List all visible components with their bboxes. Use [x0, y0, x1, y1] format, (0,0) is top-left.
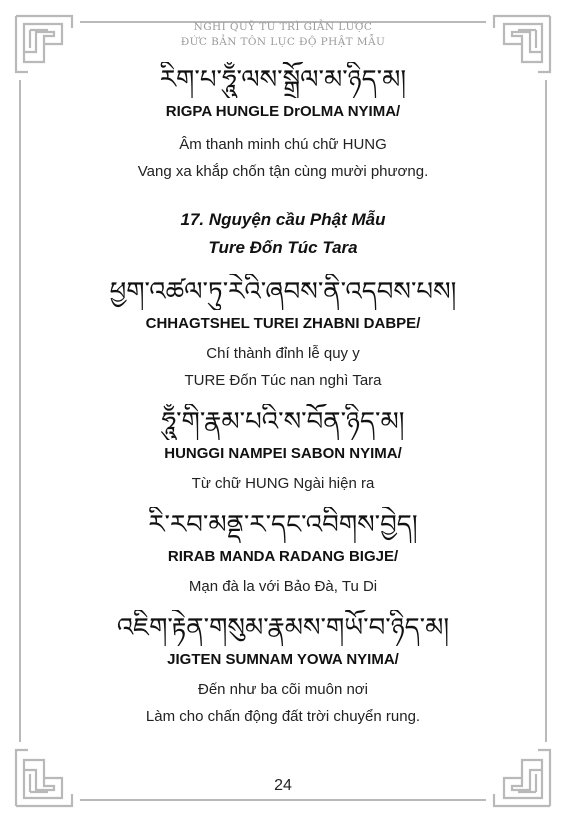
page-number: 24 — [274, 777, 292, 794]
transliteration-line: CHHAGTSHEL TUREI ZHABNI DABPE/ — [145, 315, 421, 332]
verse-block — [60, 610, 506, 730]
translation-line: Âm thanh minh chú chữ HUNG — [179, 136, 387, 153]
transliteration-line: JIGTEN SUMNAM YOWA NYIMA/ — [167, 651, 399, 668]
section-heading — [60, 206, 506, 262]
header-line-2: ĐỨC BẢN TÔN LỤC ĐỘ PHẬT MẪU — [180, 36, 386, 48]
tibetan-verse-line: འཇིག་རྟེན་གསུམ་རྣམས་གཡོ་བ་ཉིད་མ། — [116, 613, 450, 643]
tibetan-verse-line: ཕྱག་འཚལ་ཏུ་རེའི་ཞབས་ནི་འདབས་པས། — [109, 277, 457, 307]
translation-line: Đến như ba cõi muôn nơi — [198, 681, 368, 698]
verse-block — [60, 507, 506, 600]
section-subtitle: Ture Đốn Túc Tara — [208, 238, 358, 257]
header-line-1: NGHI QUỸ TU TRÌ GIẢN LƯỢC — [193, 21, 373, 33]
tibetan-verse-line: རི་རབ་མནྡ་ར་དང་འབིགས་བྱེད། — [148, 510, 418, 540]
translation-line: Từ chữ HUNG Ngài hiện ra — [191, 475, 375, 492]
transliteration-line: RIRAB MANDA RADANG BIGJE/ — [167, 548, 399, 565]
tibetan-verse-line: ཧཱུྃ་གི་རྣམ་པའི་ས་བོན་ཉིད་མ། — [161, 407, 405, 437]
verse-block — [60, 274, 506, 394]
section-title: 17. Nguyện cầu Phật Mẫu — [180, 210, 386, 229]
translation-line: Mạn đà la với Bảo Đà, Tu Di — [188, 578, 378, 595]
page-content — [60, 62, 506, 730]
running-header — [0, 20, 566, 50]
transliteration-line: RIGPA HUNGLE DrOLMA NYIMA/ — [165, 103, 401, 120]
tibetan-verse-line: རིག་པ་ཧཱུྃ་ལས་སྒྲོལ་མ་ཉིད་མ། — [159, 65, 407, 95]
translation-line: Làm cho chấn động đất trời chuyển rung. — [145, 708, 421, 725]
verse-block — [60, 62, 506, 185]
translation-line: Vang xa khắp chốn tận cùng mười phương. — [137, 163, 429, 180]
verse-block — [60, 404, 506, 497]
translation-line: Chí thành đỉnh lễ quy y — [206, 345, 360, 362]
transliteration-line: HUNGGI NAMPEI SABON NYIMA/ — [164, 445, 402, 462]
translation-line: TURE Đốn Túc nan nghì Tara — [184, 372, 382, 389]
